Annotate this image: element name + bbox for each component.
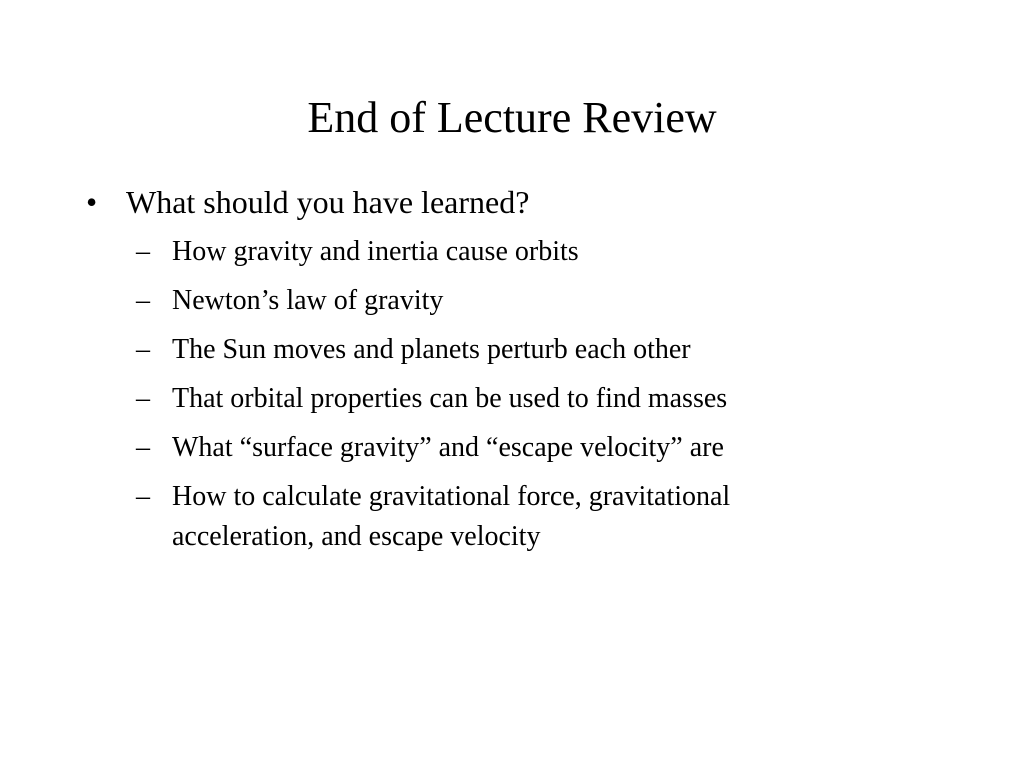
dash-icon: – — [136, 432, 150, 463]
sub-bullet-item — [136, 232, 962, 272]
sub-bullet-item — [136, 281, 962, 321]
sub-bullet-text: How to calculate gravitational force, gravitational acceleration, and escape velocity — [172, 481, 731, 552]
sub-bullet-list — [82, 232, 962, 557]
dash-icon: – — [136, 236, 150, 267]
sub-bullet-item — [136, 477, 962, 557]
sub-bullet-item — [136, 330, 962, 370]
dash-icon: – — [136, 383, 150, 414]
bullet-list — [82, 178, 962, 566]
sub-bullet-text: What “surface gravity” and “escape velocity” are — [172, 432, 724, 463]
bullet-text: What should you have learned? — [126, 184, 530, 220]
sub-bullet-item — [136, 379, 962, 419]
dash-icon: – — [136, 334, 150, 365]
sub-bullet-item — [136, 428, 962, 468]
sub-bullet-text: The Sun moves and planets perturb each other — [172, 334, 691, 365]
bullet-icon: • — [86, 184, 98, 220]
sub-bullet-text: That orbital properties can be used to find masses — [172, 383, 728, 414]
dash-icon: – — [136, 481, 150, 512]
slide-title: End of Lecture Review — [307, 93, 717, 142]
bullet-item — [82, 178, 962, 226]
dash-icon: – — [136, 285, 150, 316]
sub-bullet-text: Newton’s law of gravity — [172, 285, 444, 316]
sub-bullet-text: How gravity and inertia cause orbits — [172, 236, 579, 267]
